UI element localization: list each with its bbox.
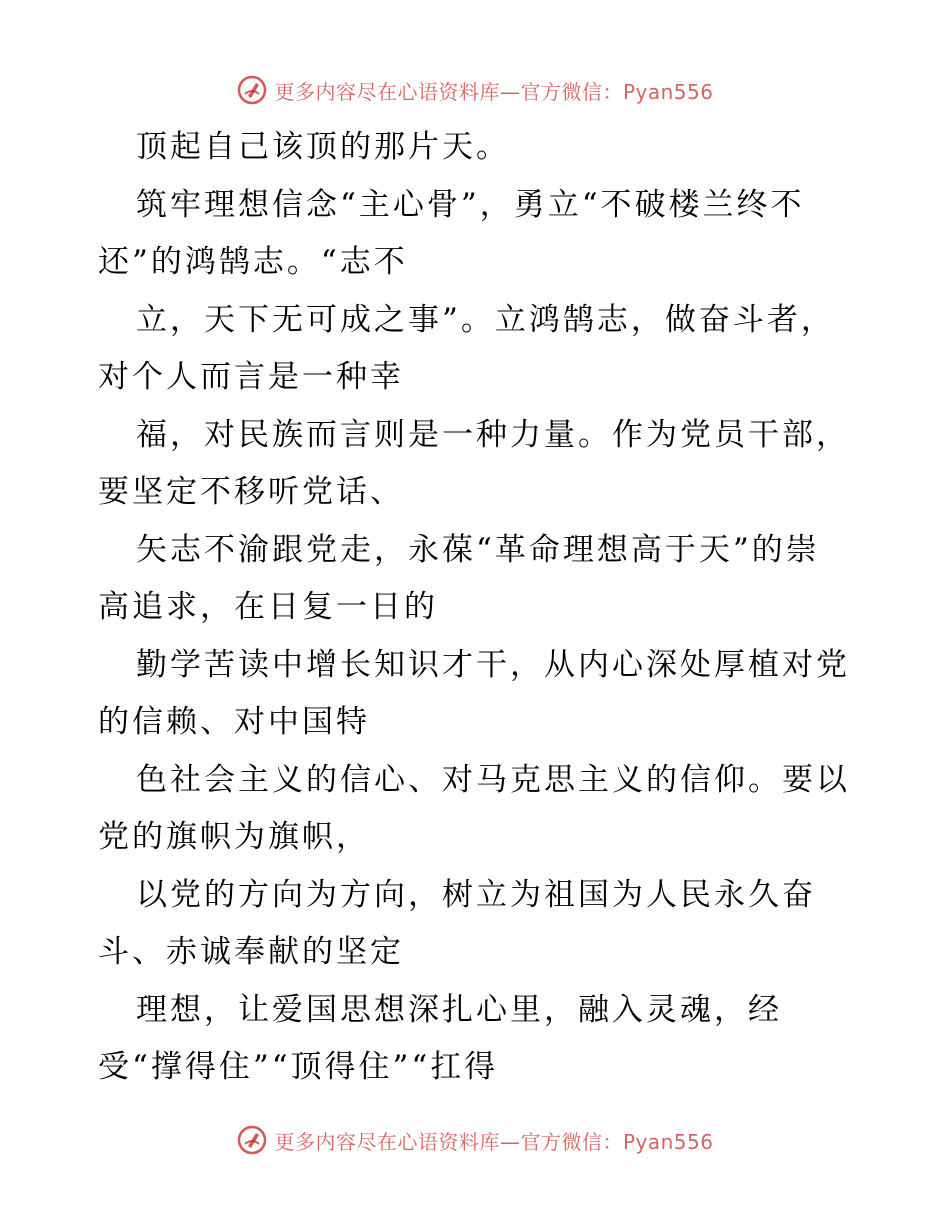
text-line: 的信赖、对中国特	[98, 704, 370, 740]
text-line: 还”的鸿鹄志。“志不	[98, 244, 408, 280]
watermark-text: 更多内容尽在心语资料库—官方微信：Pyan556	[274, 79, 714, 104]
text-line: 福，对民族而言则是一种力量。作为党员干部，	[136, 417, 850, 453]
text-line: 立，天下无可成之事”。立鸿鹄志，做奋斗者，	[136, 302, 835, 338]
text-line: 以党的方向为方向，树立为祖国为人民永久奋	[136, 877, 816, 913]
text-line: 受“撑得住”“顶得住”“扛得	[98, 1049, 499, 1085]
text-line: 要坚定不移听党话、	[98, 474, 404, 510]
text-line: 顶起自己该顶的那片天。	[136, 129, 510, 165]
text-line: 勤学苦读中增长知识才干，从内心深处厚植对党	[136, 647, 850, 683]
book-pen-logo-icon	[236, 1124, 268, 1156]
text-line: 筑牢理想信念“主心骨”，勇立“不破楼兰终不	[136, 187, 805, 223]
text-line: 高追求，在日复一日的	[98, 589, 438, 625]
footer-watermark	[0, 1120, 950, 1160]
text-line: 矢志不渝跟党走，永葆“革命理想高于天”的崇	[136, 532, 820, 568]
watermark-text: 更多内容尽在心语资料库—官方微信：Pyan556	[274, 1129, 714, 1154]
text-line: 党的旗帜为旗帜，	[98, 819, 370, 855]
text-line: 斗、赤诚奉献的坚定	[98, 934, 404, 970]
text-line: 色社会主义的信心、对马克思主义的信仰。要以	[136, 762, 850, 798]
text-line: 对个人而言是一种幸	[98, 359, 404, 395]
text-line: 理想，让爱国思想深扎心里，融入灵魂，经	[136, 992, 782, 1028]
